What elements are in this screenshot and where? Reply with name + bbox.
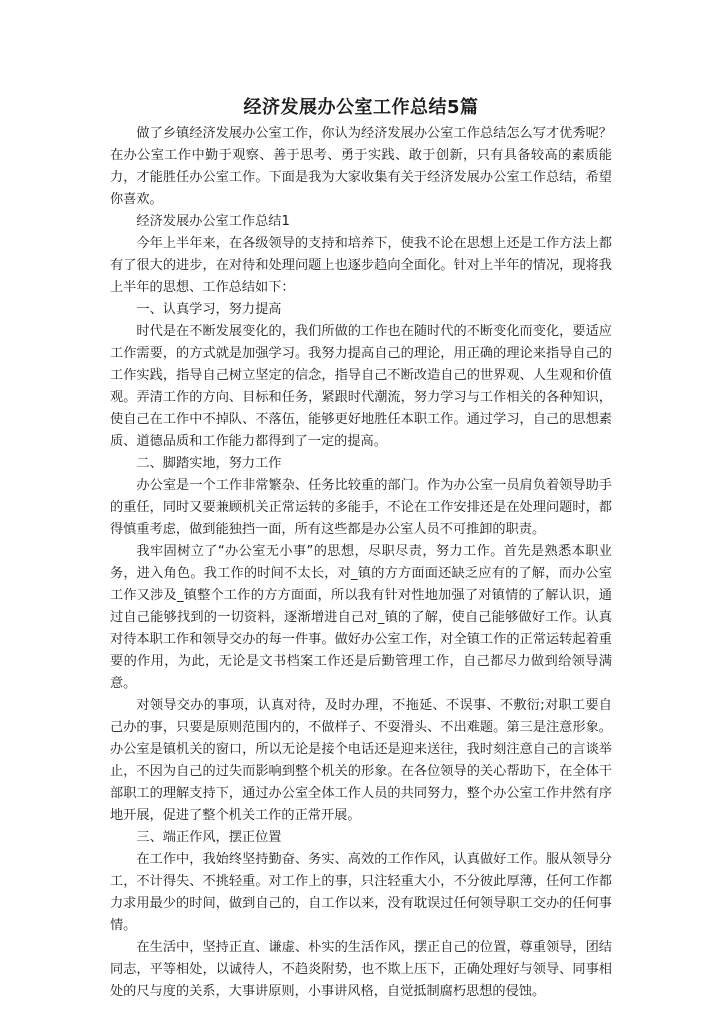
section-2-paragraph-1: 办公室是一个工作非常繁杂、任务比较重的部门。作为办公室一员肩负着领导助手的重任，同时又要兼顾机关正常运转的多能手，不论在工作安排还是在处理问题时，都得慎重考虑，做到能独挡一面，所有这些都是办公室人员不可推卸的职责。	[110, 478, 612, 537]
section-3-paragraph-2: 在生活中，坚持正直、谦虚、朴实的生活作风，摆正自己的位置，尊重领导，团结同志，平等相处，以诚待人，不趋炎附势，也不欺上压下，正确处理好与领导、同事相处的尺与度的关系，大事讲原则，小事讲风格，自觉抵制腐朽思想的侵蚀。	[110, 940, 612, 999]
section-2-paragraph-2: 我牢固树立了“办公室无小事”的思想，尽职尽责，努力工作。首先是熟悉本职业务，进入角色。我工作的时间不太长，对_镇的方方面面还缺乏应有的了解，而办公室工作又涉及_镇整个工作的方方面面，所以我有针对性地加强了对镇情的了解认识，通过自己能够找到的一切资料，逐渐增进自己对_镇的了解，使自己能够做好工作。认真对待本职工作和领导交办的每一件事。做好办公室工作，对全镇工作的正常运转起着重要的作用，为此，无论是文书档案工作还是后勤管理工作，自己都尽力做到给领导满意。	[110, 544, 612, 691]
section-2-paragraph-3: 对领导交办的事项，认真对待，及时办理，不拖延、不误事、不敷衍;对职工要自己办的事，只要是原则范围内的，不做样子、不耍滑头、不出难题。第三是注意形象。办公室是镇机关的窗口，所以无论是接个电话还是迎来送往，我时刻注意自己的言谈举止，不因为自己的过失而影响到整个机关的形象。在各位领导的关心帮助下，在全体干部职工的理解支持下，通过办公室全体工作人员的共同努力，整个办公室工作井然有序地开展，促进了整个机关工作的正常开展。	[110, 698, 612, 823]
summary-1-opening-paragraph: 今年上半年来，在各级领导的支持和培养下，使我不论在思想上还是工作方法上都有了很大的进步，在对待和处理问题上也逐步趋向全面化。针对上半年的情况，现将我上半年的思想、工作总结如下：	[110, 236, 612, 295]
section-3-paragraph-1: 在工作中，我始终坚持勤奋、务实、高效的工作作风，认真做好工作。服从领导分工，不计得失、不挑轻重。对工作上的事，只注轻重大小，不分彼此厚薄，任何工作都力求用最少的时间，做到自己的，自工作以来，没有耽误过任何领导职工交办的任何事情。	[110, 852, 612, 933]
document-title: 经济发展办公室工作总结5篇	[243, 97, 479, 118]
summary-1-heading: 经济发展办公室工作总结1	[136, 214, 290, 229]
section-1-paragraph: 时代是在不断发展变化的，我们所做的工作也在随时代的不断变化而变化，要适应工作需要，的方式就是加强学习。我努力提高自己的理论，用正确的理论来指导自己的工作实践，指导自己树立坚定的信念，指导自己不断改造自己的世界观、人生观和价值观。弄清工作的方向、目标和任务，紧跟时代潮流，努力学习与工作相关的各种知识，使自己在工作中不掉队、不落伍，能够更好地胜任本职工作。通过学习，自己的思想素质、道德品质和工作能力都得到了一定的提高。	[110, 324, 612, 449]
intro-paragraph: 做了乡镇经济发展办公室工作，你认为经济发展办公室工作总结怎么写才优秀呢？在办公室工作中勤于观察、善于思考、勇于实践、敢于创新，只有具备较高的素质能力，才能胜任办公室工作。下面是我为大家收集有关于经济发展办公室工作总结，希望你喜欢。	[110, 126, 612, 207]
section-3-heading: 三、端正作风，摆正位置	[136, 830, 282, 845]
section-2-heading: 二、脚踏实地，努力工作	[136, 456, 282, 471]
section-1-heading: 一、认真学习，努力提高	[136, 302, 282, 317]
document-page	[110, 96, 612, 1003]
